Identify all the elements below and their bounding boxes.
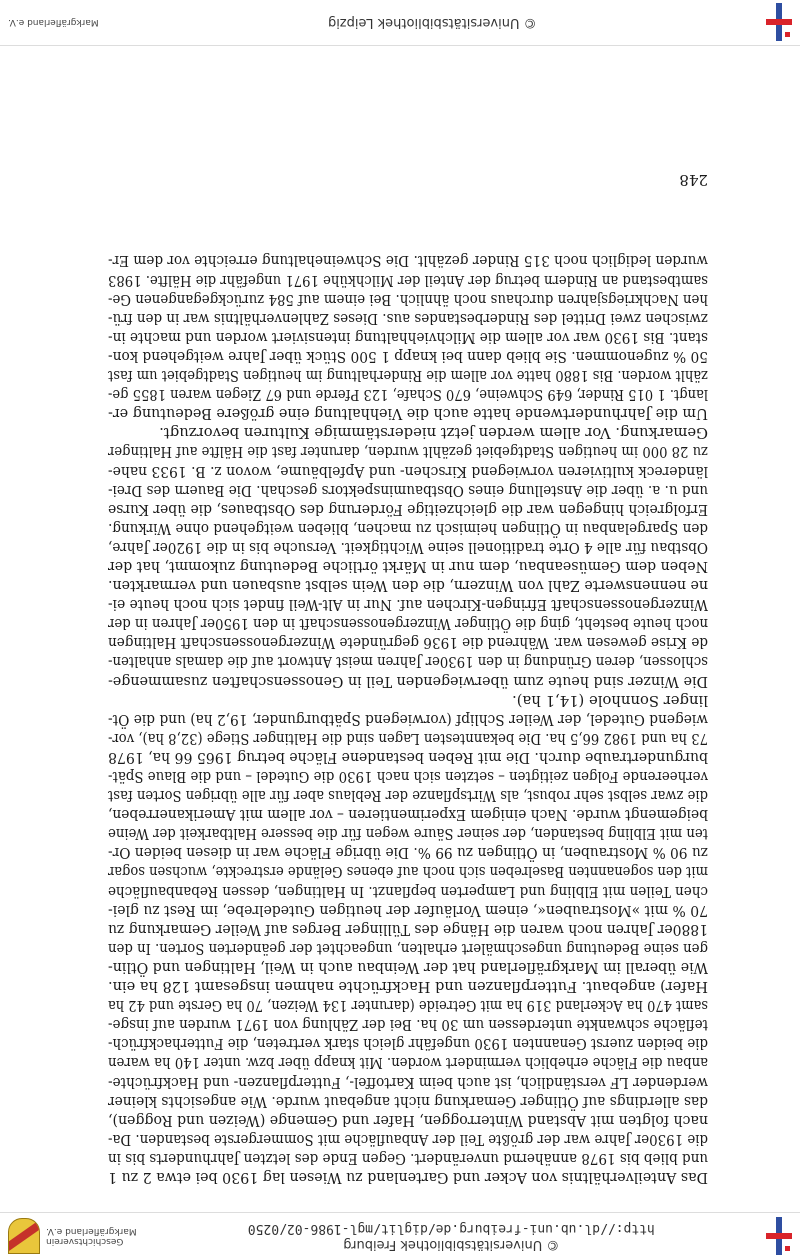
text-line: Das Anteilverhältnis von Acker und Gartenland zu Wiesen lag 1930 bei etwa 2 zu 1 [108, 1169, 708, 1186]
text-line: nach folgten mit Abstand Winterroggen, Hafer und Gemenge (Weizen und Roggen), [108, 1111, 708, 1129]
text-line: Die Winzer sind heute zum überwiegenden Teil in Genossenschaften zusammenge- [108, 672, 708, 690]
text-line: chen Teilen mit Elbling und Lamperten bepflanzt. In Haltingen, dessen Rebanbaufläche [108, 882, 708, 900]
text-line: samt 470 ha Ackerland 319 ha mit Getreide (darunter 134 Weizen, 70 ha Gerste und 42 ha [108, 997, 708, 1015]
library-footer [0, 0, 800, 46]
text-line: Obstbau für alle 4 Orte traditionell seine Wichtigkeit. Versuche bis in die 1920er Jahre, [108, 538, 708, 556]
page-body-text [108, 251, 708, 1187]
text-line: verheerende Folgen zeitigten – setzten sich nach 1930 die Gutedel – und die Blaue Spät- [108, 768, 708, 786]
text-line: samtbestand an Rindern betrug der Anteil der Milchkühe 1971 ungefähr die Hälfte. 1983 [108, 271, 708, 289]
text-line: anbau die Fläche erheblich vermindert worden. Mit knapp über bzw. unter 140 ha waren [108, 1054, 708, 1072]
text-line: die beiden zuerst Genannten 1930 ungefähr gleich stark vertreten, die Futterhackfrüch- [108, 1035, 708, 1053]
header-text [137, 1220, 766, 1252]
text-line: zwischen zwei Drittel des Rinderbestandes aus. Dieses Zahlenverhältnis war in den frü- [108, 309, 708, 327]
text-line: langt. 1 015 Rinder, 649 Schweine, 670 Schafe, 123 Pferde und 67 Ziegen waren 1855 ge- [108, 386, 708, 404]
text-line: ten mit Elbling bestanden, der seiner Säure wegen für die bessere Haltbarkeit der Weine [108, 825, 708, 843]
text-line: das allerdings auf Ötlinger Gemarkung nicht angebaut wurde. Wie angesichts kleiner [108, 1092, 708, 1110]
text-line: noch heute besteht, ging die Ötlinger Winzergenossenschaft in den 1950er Jahren in der [108, 615, 708, 633]
text-line: hen Nachkriegsjahren durchaus noch ähnlich. Bei einem auf 584 zurückgegangenen Ge- [108, 290, 708, 308]
permalink-url[interactable]: http://dl.ub.uni-freiburg.de/diglit/mgl-1986-02/0250 [247, 1221, 655, 1236]
copyright-line: © Universitätsbibliothek Freiburg [343, 1237, 560, 1252]
text-line: tefläche schwankte unterdessen um 30 ha. Bei der Zählung von 1971 wurden auf insge- [108, 1016, 708, 1034]
publisher-brand [8, 1218, 137, 1254]
text-line: ländereck kultivieren vorwiegend Kirschen- und Apfelbäume, wovon z. B. 1933 nahe- [108, 462, 708, 480]
page-number: 248 [679, 171, 708, 189]
text-line: burgundertraube durch. Die mit Reben bestandene Fläche betrug 1965 66 ha, 1978 [108, 748, 708, 766]
text-line: die zwar selbst sehr robust, als Wirtspflanze der Reblaus aber für alle übrigen Sorten fast [108, 787, 708, 805]
text-line: 70 % mit »Mostrauben«, einem Vorläufer der heutigen Gutedelrebe, im Rest zu glei- [108, 901, 708, 919]
text-line: Um die Jahrhundertwende hatte auch die Viehhaltung eine größere Bedeutung er- [108, 405, 708, 423]
text-line: wiegend Gutedel, der Weiler Schlipf (vorwiegend Spätburgunder, 19,2 ha) und die Öt- [108, 710, 708, 728]
text-line: Neben dem Gemüseanbau, dem nur in Märkt örtliche Bedeutung zukommt, hat der [108, 558, 708, 575]
library-header [0, 1212, 800, 1259]
footer-copyright: © Universitätsbibliothek Leipzig [327, 15, 537, 30]
text-line: 73 ha und 1982 66,5 ha. Die bekanntesten Lagen sind die Haltinger Stiege (32,8 ha), vor- [108, 729, 708, 747]
footer-publisher [8, 17, 99, 27]
text-line: ne nennenswerte Zahl von Winzern, die den Wein selbst ausbauen und vermarkten. [108, 577, 708, 595]
text-line: linger Sonnhole (14,1 ha). [512, 691, 708, 709]
publisher-line-1: Geschichtsverein [46, 1236, 124, 1246]
university-library-logo-icon [766, 1217, 792, 1255]
text-line: Wie überall im Markgräflerland hat der Weinbau auch in Weil, Haltingen und Ötlin- [108, 958, 708, 976]
text-line: den Spargelanbau in Ötlingen heimisch zu machen, blieben weitgehend ohne Wirkung. [108, 519, 708, 537]
publisher-line-2: Markgräflerland e.V. [46, 1226, 137, 1236]
text-line: schlossen, deren Gründung in den 1930er Jahren meist Antwort auf die damals anhalten- [108, 653, 708, 671]
text-line: Winzergenossenschaft Efringen-Kirchen auf. Nur in Alt-Weil findet sich noch heute ei- [108, 596, 708, 614]
text-line: mit den sogenannten Baselreben sich noch auf ebenes Gelände erstreckte, wuchsen sogar [108, 863, 708, 881]
text-line: zu 28 000 im heutigen Stadtgebiet gezählt wurden, darunter fast die Hälfte auf Haltinger [108, 443, 708, 461]
text-line: zu 90 % Mostrauben, in Ötlingen zu 99 %. Die übrige Fläche war in diesen beiden Or- [108, 844, 708, 862]
text-line: zählt worden. Bis 1880 hatte vor allem die Rinderhaltung im heutigen Stadtgebiet um fast [108, 367, 708, 385]
text-line: und blieb bis 1978 annähernd unverändert. Gegen Ende des letzten Jahrhunderts bis in [108, 1149, 708, 1167]
footer-publisher-text: Markgräflerland e.V. [8, 17, 99, 27]
coat-of-arms-icon [8, 1218, 40, 1254]
text-line: 1880er Jahren noch waren die Hänge des Tüllinger Berges auf Weiler Gemarkung zu [108, 920, 708, 938]
text-line: und u. a. über die Anstellung eines Obstbauminspektors geschah. Die Bauern des Drei- [108, 481, 708, 499]
text-line: werdender LF verständlich, ist auch beim Kartoffel-, Futterpflanzen- und Hackfrüchte- [108, 1073, 708, 1091]
text-line: Erfolgreich hingegen war die gleichzeitige Förderung des Obstbaues, die über Kurse [108, 500, 708, 518]
text-line: Gemarkung. Vor allem werden jetzt niederstämmige Kulturen bevorzugt. [159, 424, 708, 442]
text-line: die 1930er Jahre war der größte Teil der Anbaufläche mit Sommergerste bestanden. Da- [108, 1130, 708, 1148]
text-line: Hafer) angebaut. Futterpflanzen und Hackfrüchte nahmen insgesamt 128 ha ein. [108, 978, 708, 996]
text-line: de Krise gewesen war. Während die 1936 gegründete Winzergenossenschaft Haltingen [108, 634, 708, 652]
university-library-logo-icon [766, 3, 792, 41]
text-line: wurden lediglich noch 315 Rinder gezählt. Die Schweinehaltung erreichte vor dem Er- [108, 252, 708, 270]
text-line: stant. Bis 1930 war vor allem die Milchviehhaltung intensiviert worden und machte in- [108, 328, 708, 346]
text-line: beigemengt wurde. Nach einigem Experimentieren – vor allem mit Amerikanerreben, [108, 806, 708, 824]
text-line: gen seine Bedeutung ungeschmälert erhalten, ungeachtet der geänderten Sorten. In den [108, 939, 708, 957]
text-line: 50 % zugenommen. Sie blieb dann bei knapp 1 500 Stück über Jahre weitgehend kon- [108, 347, 708, 365]
publisher-text [46, 1226, 137, 1246]
